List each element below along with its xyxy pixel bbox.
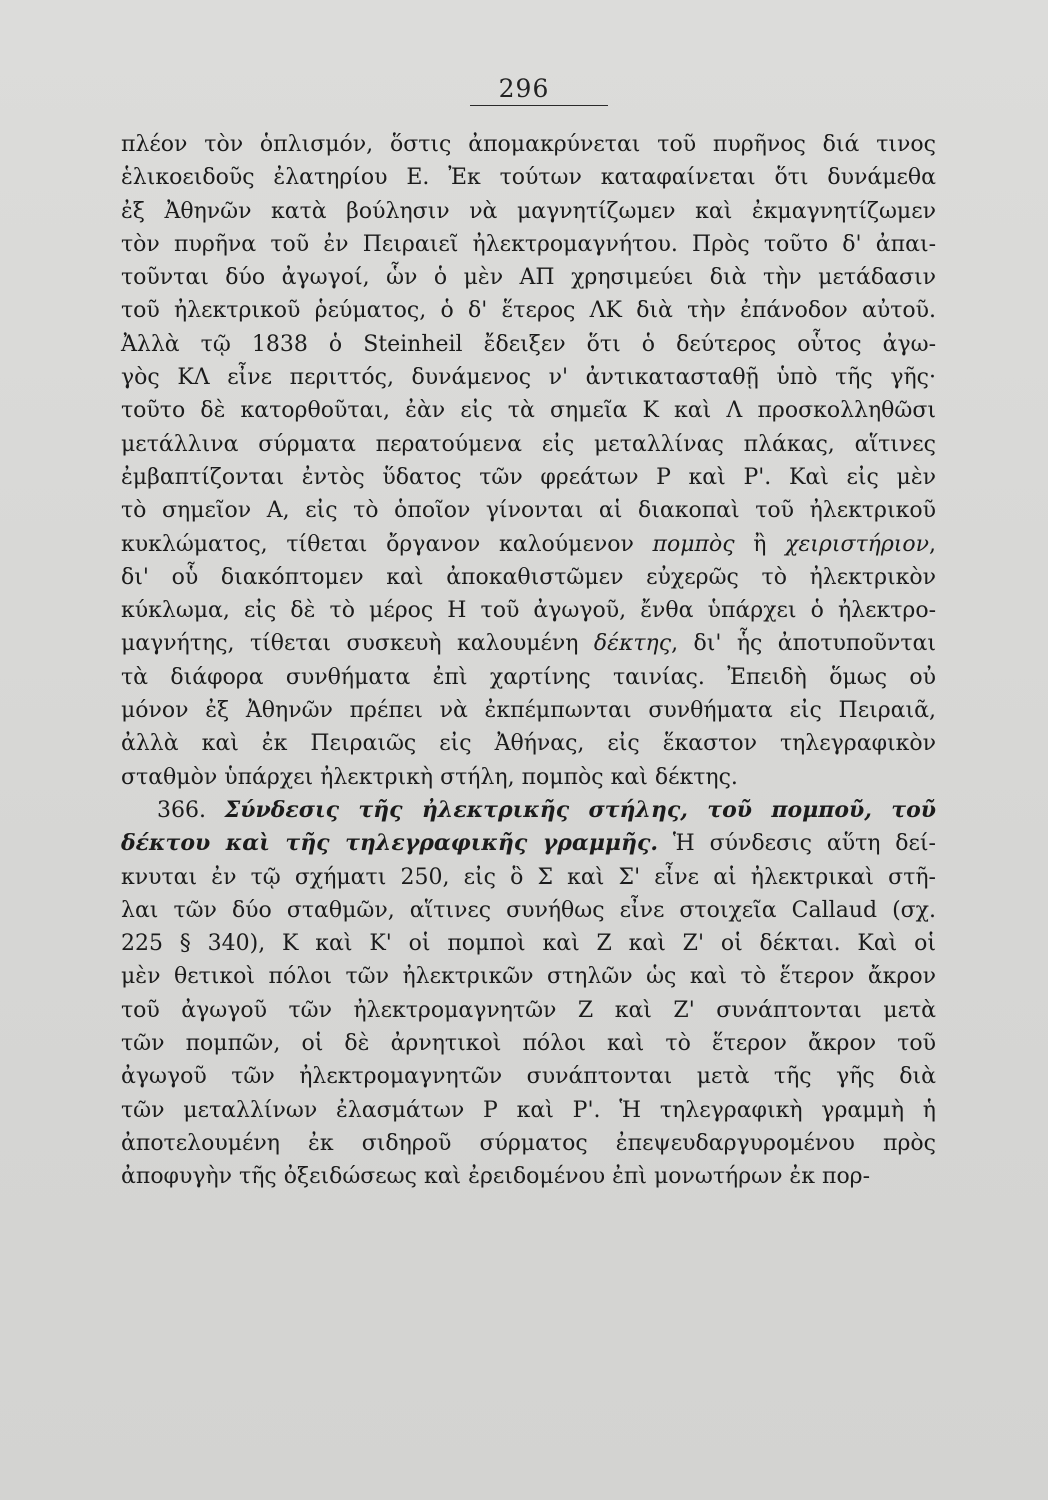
line-text: τοῦ ἠλεκτρικοῦ ῥεύματος, ὁ δ' ἕτερος ΛΚ διὰ τὴν ἐπάνοδον αὐτοῦ.: [121, 298, 936, 324]
text-line: [121, 994, 936, 1027]
line-text: Ἡ σύνδεσις αὕτη δεί-: [658, 831, 936, 857]
line-text: ,: [929, 531, 936, 557]
line-text: τῶν πομπῶν, οἱ δὲ ἀρνητικοὶ πόλοι καὶ τὸ ἕτερον ἄκρον τοῦ: [121, 1031, 936, 1057]
text-line: [121, 394, 936, 427]
line-text: τὸν πυρῆνα τοῦ ἐν Πειραιεῖ ἠλεκτρομαγνήτου. Πρὸς τοῦτο δ' ἀπαι-: [121, 231, 936, 257]
text-line: [121, 228, 936, 261]
line-text: ἀποτελουμένη ἐκ σιδηροῦ σύρματος ἐπεψευδαργυρομένου πρὸς: [121, 1130, 936, 1156]
line-text: ἢ: [734, 531, 786, 557]
text-line: [121, 1060, 936, 1093]
section-heading-text: δέκτου καὶ τῆς τηλεγραφικῆς γραμμῆς.: [121, 830, 659, 857]
italic-term: χειριστήριον: [785, 531, 929, 557]
line-text: κνυται ἐν τῷ σχήματι 250, εἰς ὃ Σ καὶ Σ' εἶνε αἱ ἠλεκτρικαὶ στῆ-: [121, 864, 936, 890]
text-line: [121, 827, 936, 860]
text-line: [121, 694, 936, 727]
line-text: ἐξ Ἀθηνῶν κατὰ βούλησιν νὰ μαγνητίζωμεν καὶ ἐκμαγνητίζωμεν: [121, 198, 936, 224]
text-line: [121, 294, 936, 327]
line-text: τῶν μεταλλίνων ἐλασμάτων Ρ καὶ Ρ'. Ἡ τηλεγραφικὴ γραμμὴ ἡ: [121, 1097, 936, 1123]
line-text: τοῦτο δὲ κατορθοῦται, ἐὰν εἰς τὰ σημεῖα Κ καὶ Λ προσκολληθῶσι: [121, 398, 936, 424]
line-text: ἐμβαπτίζονται ἐντὸς ὕδατος τῶν φρεάτων Ρ καὶ Ρ'. Καὶ εἰς μὲν: [121, 464, 936, 490]
text-line: [121, 1127, 936, 1160]
line-text: σταθμὸν ὑπάρχει ἠλεκτρικὴ στήλη, πομπὸς καὶ δέκτης.: [121, 764, 738, 790]
line-text: τὰ διάφορα συνθήματα ἐπὶ χαρτίνης ταινίας. Ἐπειδὴ ὅμως οὐ: [121, 664, 936, 690]
header-rule: [470, 105, 608, 106]
line-text: μαγνήτης, τίθεται συσκευὴ καλουμένη: [121, 631, 594, 657]
text-line: [121, 461, 936, 494]
line-text: Ἀλλὰ τῷ 1838 ὁ Steinheil ἔδειξεν ὅτι ὁ δεύτερος οὗτος ἀγω-: [121, 331, 936, 357]
line-text: ἀλλὰ καὶ ἐκ Πειραιῶς εἰς Ἀθήνας, εἰς ἕκαστον τηλεγραφικὸν: [121, 731, 936, 757]
line-text: 225 § 340), Κ καὶ Κ' οἱ πομποὶ καὶ Ζ καὶ Ζ' οἱ δέκται. Καὶ οἱ: [121, 931, 936, 957]
line-text: γὸς ΚΛ εἶνε περιττός, δυνάμενος ν' ἀντικατασταθῇ ὑπὸ τῆς γῆς·: [121, 365, 936, 391]
text-line: [121, 794, 936, 827]
line-text: λαι τῶν δύο σταθμῶν, αἵτινες συνήθως εἶνε στοιχεῖα Callaud (σχ.: [121, 897, 936, 923]
line-text: μόνον ἐξ Ἀθηνῶν πρέπει νὰ ἐκπέμπωνται συνθήματα εἰς Πειραιᾶ,: [121, 698, 936, 724]
text-line: [121, 428, 936, 461]
body-text: [121, 128, 936, 1194]
line-text: κυκλώματος, τίθεται ὄργανον καλούμενον: [121, 531, 653, 557]
line-text: τοῦ ἀγωγοῦ τῶν ἠλεκτρομαγνητῶν Ζ καὶ Ζ' συνάπτονται μετὰ: [121, 997, 936, 1023]
line-text: τοῦνται δύο ἀγωγοί, ὧν ὁ μὲν ΑΠ χρησιμεύει διὰ τὴν μετάδασιν: [121, 265, 936, 291]
text-line: [121, 328, 936, 361]
text-line: [121, 161, 936, 194]
line-text: τὸ σημεῖον Α, εἰς τὸ ὁποῖον γίνονται αἱ διακοπαὶ τοῦ ἠλεκτρικοῦ: [121, 498, 936, 524]
text-line: [121, 528, 936, 561]
section-heading-text: Σύνδεσις τῆς ἠλεκτρικῆς στήλης, τοῦ πομποῦ, τοῦ: [224, 796, 937, 823]
paragraph: [121, 794, 936, 1194]
text-line: [121, 894, 936, 927]
line-text: , δι' ἧς ἀποτυποῦνται: [671, 631, 936, 657]
line-text: δι' οὗ διακόπτομεν καὶ ἀποκαθιστῶμεν εὐχερῶς τὸ ἠλεκτρικὸν: [121, 564, 936, 590]
text-line: [121, 927, 936, 960]
text-line: [121, 494, 936, 527]
text-line: [121, 594, 936, 627]
text-line: [121, 261, 936, 294]
paragraph: [121, 128, 936, 794]
line-text: ἀποφυγὴν τῆς ὀξειδώσεως καὶ ἐρειδομένου ἐπὶ μονωτήρων ἐκ πορ-: [121, 1164, 871, 1190]
text-line: [121, 361, 936, 394]
text-line: [121, 960, 936, 993]
text-line: [121, 1094, 936, 1127]
text-line: [121, 861, 936, 894]
text-line: [121, 627, 936, 660]
text-line: [121, 1027, 936, 1060]
text-line: [121, 761, 936, 794]
text-line: [121, 561, 936, 594]
text-line: [121, 195, 936, 228]
line-text: κύκλωμα, εἰς δὲ τὸ μέρος Η τοῦ ἀγωγοῦ, ἔνθα ὑπάρχει ὁ ἠλεκτρο-: [121, 598, 936, 624]
page-number: 296: [498, 74, 550, 103]
line-text: μὲν θετικοὶ πόλοι τῶν ἠλεκτρικῶν στηλῶν ὡς καὶ τὸ ἕτερον ἄκρον: [121, 964, 936, 990]
line-text: 366.: [157, 797, 225, 823]
text-line: [121, 727, 936, 760]
line-text: μετάλλινα σύρματα περατούμενα εἰς μεταλλίνας πλάκας, αἵτινες: [121, 431, 936, 457]
line-text: ἀγωγοῦ τῶν ἠλεκτρομαγνητῶν συνάπτονται μετὰ τῆς γῆς διὰ: [121, 1064, 936, 1090]
text-line: [121, 1160, 936, 1193]
text-line: [121, 128, 936, 161]
line-text: ἑλικοειδοῦς ἐλατηρίου Ε. Ἐκ τούτων καταφαίνεται ὅτι δυνάμεθα: [121, 165, 936, 191]
text-line: [121, 661, 936, 694]
italic-term: δέκτης: [593, 631, 672, 657]
italic-term: πομπὸς: [652, 531, 735, 557]
line-text: πλέον τὸν ὁπλισμόν, ὅστις ἀπομακρύνεται τοῦ πυρῆνος διά τινος: [121, 132, 936, 157]
